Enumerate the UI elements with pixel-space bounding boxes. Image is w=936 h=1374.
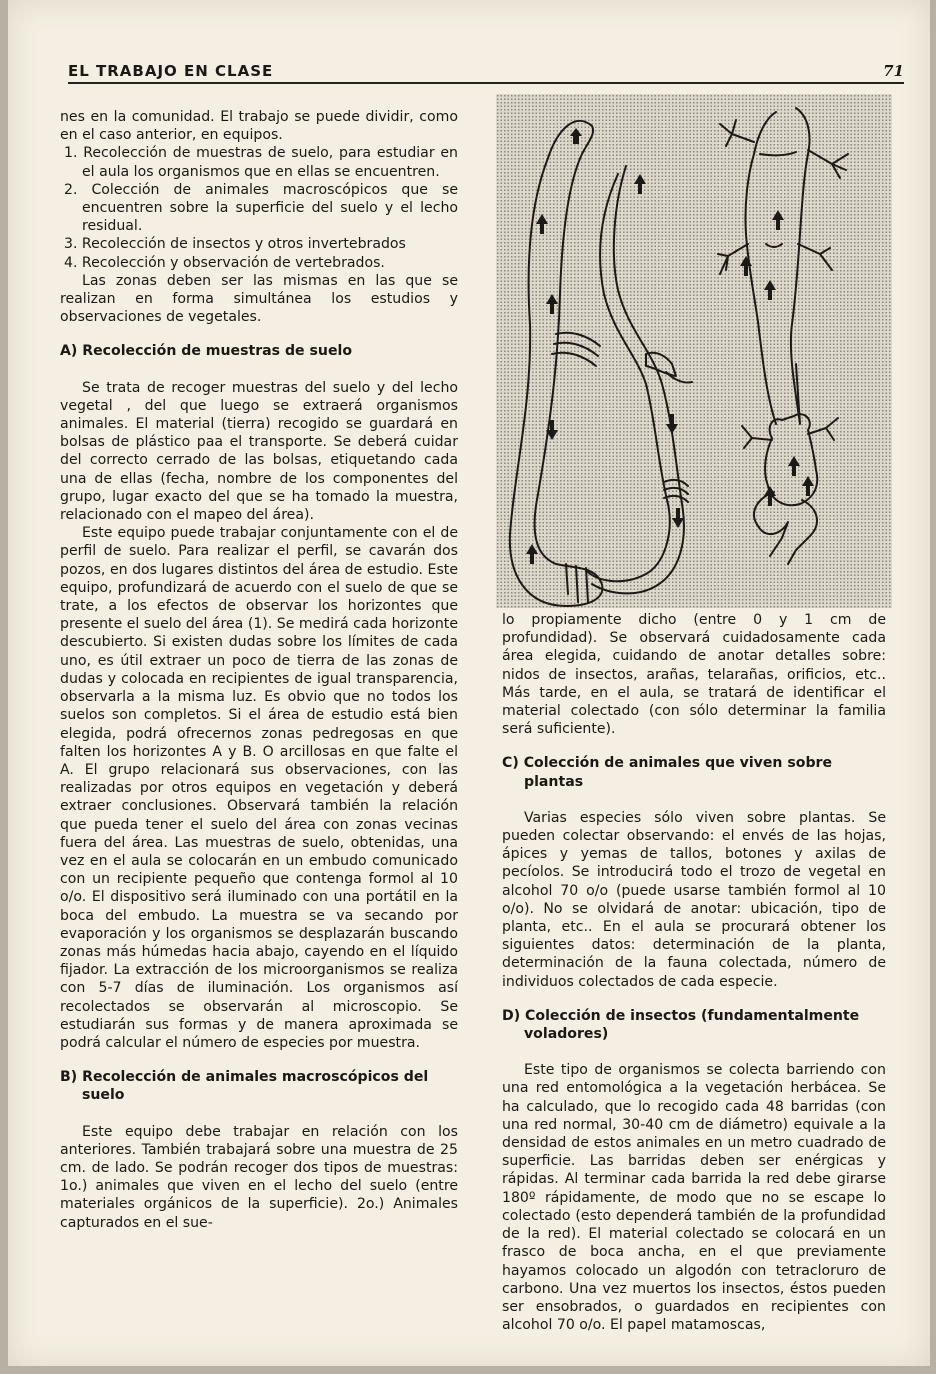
worm-icon [510, 121, 603, 606]
section-heading-b: B) Recolección de animales macroscópicos del suelo [60, 1069, 429, 1104]
team-list [60, 144, 458, 271]
paragraph: Este tipo de organismos se colecta barriendo con una red entomológica a la vegetación herbácea. Se ha calculado, que lo recogido cada 48 barridas (con una red normal, 30-40 cm de diámetro) equivale a la densidad de estos animales en un metro cuadrado de superficie. Las barridas deben ser enérgicas y rápidas. Al terminar cada barrida la red debe girarse 180º rápidamente, de modo que no se escape lo colectado (esto dependerá también de la profundidad de la red). El material colectado se colocará en un frasco de boca ancha, en el que previamente hayamos colocado un algodón con tetracloruro de carbono. Una vez muertos los insectos, éstos pueden ser ensobrados, o guardados en recipientes con alcohol 70 o/o. El papel matamoscas, [502, 1062, 886, 1334]
paragraph: Este equipo puede trabajar conjuntamente con el de perfil de suelo. Para realizar el perfil, se cavarán dos pozos, en dos lugares distintos del área de estudio. Este equipo, profundizará de acuerdo con el suelo de que se trate, a los efectos de observar los horizontes que presente el suelo del área (1). Se medirá cada horizonte descubierto. Si existen dudas sobre los límites de cada uno, es útil extraer un poco de tierra de las zonas de dudas y colocada en recipientes de igual transparencia, observarla a la misma luz. Es obvio que no todos los suelos son completos. Si el área de estudio está bien elegida, podrá ofrecernos zonas pedregosas en que falten los horizontes A y B. O arcillosas en que falte el A. El grupo relacionará sus observaciones, con las realizadas por otros equipos en vegetación y deberá extraer conclusiones. Observará también la relación que pueda tener el suelo del área con zonas vecinas fuera del área. Las muestras de suelo, obtenidas, una vez en el aula se colocarán en un embudo comunicado con un recipiente pequeño que contenga formol al 10 o/o. El dispositivo será iluminado con una portátil en la boca del embudo. La muestra se va secando por evaporación y los organismos se desplazarán buscando zonas más húmedas hacia abajo, cayendo en el líquido fijador. La extracción de los microorganismos se realiza con 5-7 días de iluminación. Los organismos así recolectados se observarán al microscopio. Se estudiarán sus formas y de manera aproximada se podrá calcular el número de especies por muestra. [60, 525, 458, 1051]
animal-illustration [496, 94, 892, 608]
list-item: 1. Recolección de muestras de suelo, para estudiar en el aula los organismos que en ellas se encuentren. [64, 145, 458, 180]
list-item: 2. Colección de animales macroscópicos que se encuentren sobre la superficie del suelo y el lecho residual. [64, 181, 458, 235]
section-heading-c: C) Colección de animales que viven sobre plantas [502, 755, 833, 790]
paragraph: Las zonas deben ser las mismas en las que se realizan en forma simultánea los estudios y observaciones de vegetales. [60, 272, 458, 326]
page-header [68, 62, 904, 84]
section-heading-a: A) Recolección de muestras de suelo [60, 343, 353, 360]
left-column [60, 108, 458, 1232]
list-item: 4. Recolección y observación de vertebrados. [64, 254, 385, 271]
list-item: 3. Recolección de insectos y otros invertebrados [64, 236, 406, 253]
snake-icon [586, 166, 692, 593]
book-page [8, 0, 930, 1366]
lizard-icon [718, 108, 848, 424]
page-number: 71 [883, 62, 904, 80]
paragraph: lo propiamente dicho (entre 0 y 1 cm de profundidad). Se observará cuidadosamente cada área elegida, cuidando de anotar detalles sobre: nidos de insectos, arañas, telarañas, orificios, etc.. Más tarde, en el aula, se tratará de identificar el material colectado (con sólo determinar la familia será suficiente). [502, 612, 886, 738]
paragraph: Este equipo debe trabajar en relación con los anteriores. También trabajará sobre una muestra de 25 cm. de lado. Se podrán recoger dos tipos de muestras: 1o.) animales que viven en el lecho del suelo (entre materiales orgánicos de la superficie). 2o.) Animales capturados en el sue- [60, 1123, 458, 1231]
right-column [502, 611, 886, 1334]
paragraph: Se trata de recoger muestras del suelo y del lecho vegetal , del que luego se extraerá organismos animales. El material (tierra) recogido se guardará en bolsas de plástico paa el transporte. Se deberá cuidar del correcto cerrado de las bolsas, etiquetando cada una de ellas (fecha, nombre de los componentes del grupo, lugar exacto del que se ha tomado la muestra, relacionado con el mapeo del área). [60, 379, 458, 524]
paragraph: nes en la comunidad. El trabajo se puede dividir, como en el caso anterior, en equipos. [60, 109, 458, 144]
paragraph: Varias especies sólo viven sobre plantas. Se pueden colectar observando: el envés de las hojas, ápices y yemas de tallos, botones y axilas de pecíolos. Se introducirá todo el trozo de vegetal en alcohol 70 o/o (puede usarse también formol al 10 o/o). No se olvidará de anotar: ubicación, tipo de planta, etc.. En el aula se procurará obtener los siguientes datos: determinación de la planta, determinación de la fauna colectada, número de individuos colectados de cada especie. [502, 809, 886, 990]
running-title: EL TRABAJO EN CLASE [68, 62, 274, 80]
section-heading-d: D) Colección de insectos (fundamentalmente voladores) [502, 1007, 860, 1043]
frog-icon [742, 414, 838, 564]
